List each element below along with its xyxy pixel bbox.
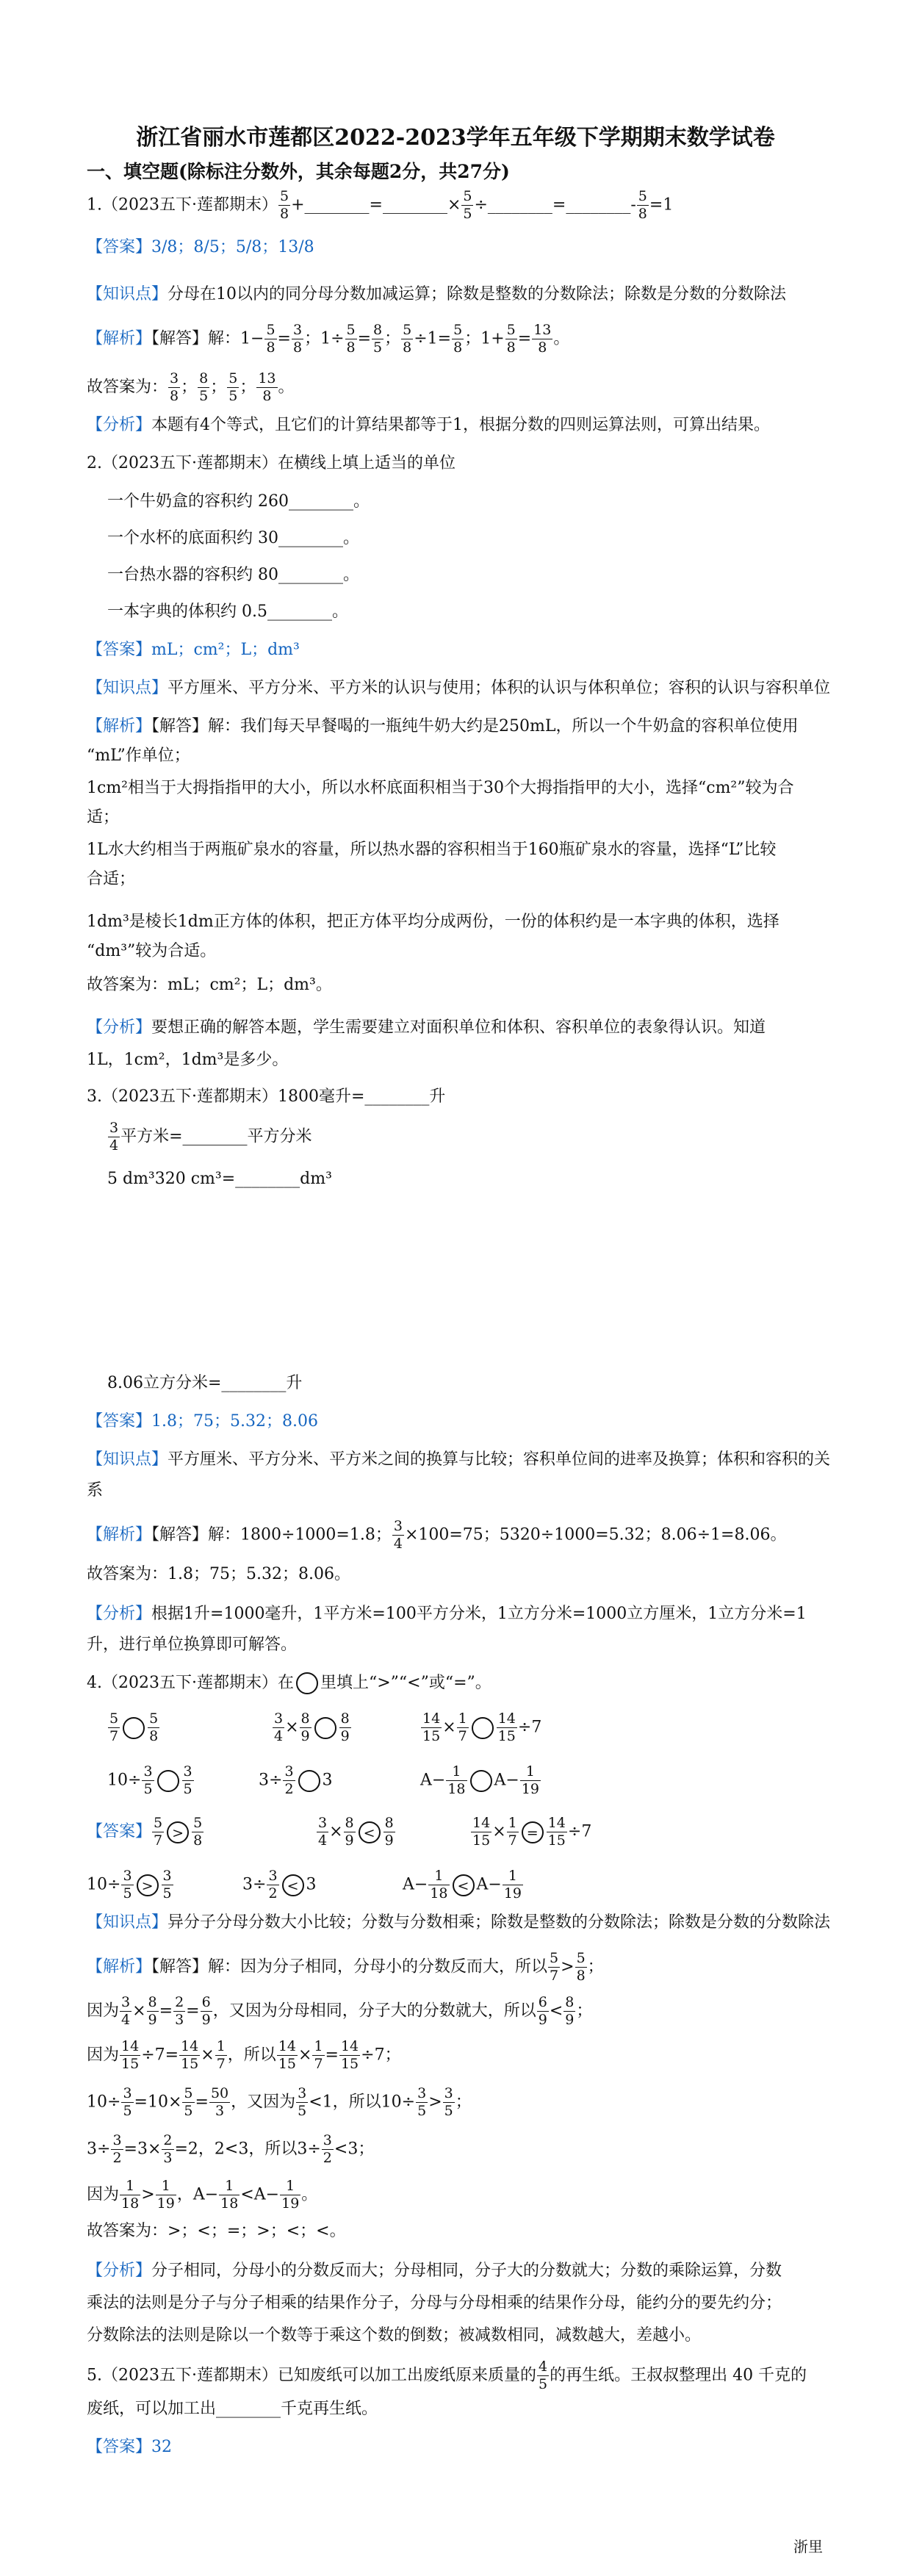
denominator: 8: [266, 339, 276, 356]
q3-knowledge: 【知识点】平方厘米、平方分米、平方米之间的换算与比较；容积单位间的进率及换算；体积和容积的关: [87, 1450, 831, 1469]
fraction: [209, 2087, 230, 2118]
q3-solution: 【解析】【解答】解：1800÷1000=1.8； $\frac{3}{4}$ ×100=75；5320÷1000=5.32；8.06÷1=8.06。: [87, 1518, 787, 1552]
numerator: 3: [143, 1763, 153, 1780]
numerator: 1: [156, 2179, 176, 2195]
fraction: [168, 372, 180, 403]
numerator: 1: [503, 1869, 523, 1885]
denominator: 3: [175, 2012, 184, 2028]
fraction: [471, 1816, 491, 1848]
fraction: [443, 2087, 455, 2118]
denominator: 19: [521, 1781, 540, 1797]
q2-solution-line: 1dm³是棱长1dm正方体的体积，把正方体平均分成两份，一份的体积约是一本字典的体积，选择: [87, 913, 779, 931]
fraction: [339, 2040, 360, 2071]
denominator: 5: [123, 2103, 132, 2119]
fraction: [215, 2040, 227, 2071]
fraction: [111, 2134, 123, 2165]
numerator: 8: [565, 1994, 575, 2010]
fraction: [192, 1816, 204, 1848]
fraction: [277, 2040, 298, 2071]
denominator: 5: [298, 2103, 307, 2119]
q2-solution: 【解析】【解答】解：我们每天早餐喝的一瓶纯牛奶大约是250mL，所以一个牛奶盒的容积单位使用: [87, 717, 799, 735]
fraction: [537, 2360, 549, 2392]
q2-solution-line: “dm³”较为合适。: [87, 942, 217, 960]
fraction: [256, 372, 277, 403]
denominator: 2: [268, 1885, 278, 1902]
denominator: 8: [538, 339, 547, 356]
q2-item: 一个水杯的底面积约 30________。: [107, 529, 359, 547]
fraction: [179, 2040, 200, 2071]
q2-analysis-line: 1L，1cm²，1dm³是多少。: [87, 1051, 289, 1069]
denominator: 15: [278, 2056, 296, 2072]
fraction: [120, 2040, 140, 2071]
denominator: 8: [403, 339, 412, 356]
fraction: [173, 1996, 185, 2027]
numerator: 6: [201, 1994, 211, 2010]
q2-knowledge: 【知识点】平方厘米、平方分米、平方米的认识与使用；体积的认识与体积单位；容积的认识与容积单位: [87, 679, 831, 697]
numerator: 5: [453, 322, 463, 338]
fraction: [278, 190, 290, 221]
numerator: 3: [123, 1868, 132, 1884]
fraction: [322, 2134, 334, 2165]
numerator: 1: [458, 1710, 467, 1727]
fraction: [339, 1712, 351, 1744]
denominator: 8: [292, 339, 303, 356]
q4-solution-line: 因为 $\frac{1}{18}$ > $\frac{1}{19}$ ，A− $\frac{1}{18}$ <A− $\frac{1}{19}$ 。: [87, 2178, 318, 2212]
fraction: [345, 323, 357, 355]
numerator: 3: [292, 322, 303, 338]
fraction: [182, 1765, 194, 1796]
q3-knowledge-line: 系: [87, 1481, 104, 1500]
numerator: 1: [428, 1869, 449, 1885]
denominator: 7: [109, 1728, 119, 1744]
denominator: 4: [274, 1728, 284, 1744]
denominator: 2: [284, 1781, 294, 1797]
denominator: 5: [143, 1781, 153, 1797]
answer-circle: <: [453, 1874, 475, 1896]
q5-stem-line: 废纸，可以加工出________千克再生纸。: [87, 2400, 378, 2418]
denominator: 7: [508, 1832, 517, 1849]
numerator: 5: [576, 1950, 586, 1966]
page-title: 浙江省丽水市莲都区2022-2023学年五年级下学期期末数学试卷: [136, 125, 775, 151]
numerator: 3: [170, 370, 179, 386]
denominator: 9: [201, 2012, 211, 2028]
fraction: [280, 2179, 300, 2211]
q4-knowledge: 【知识点】异分子分母分数大小比较；分数与分数相乘；除数是整数的分数除法；除数是分数的分数除法: [87, 1913, 831, 1932]
denominator: 15: [121, 2056, 140, 2072]
numerator: 3: [417, 2085, 427, 2101]
numerator: 3: [183, 1763, 192, 1780]
numerator: 1: [520, 1765, 541, 1781]
denominator: 5: [373, 339, 383, 356]
denominator: 18: [220, 2195, 239, 2212]
numerator: 1: [219, 2179, 240, 2195]
fraction: [148, 1712, 159, 1744]
fraction: [120, 2179, 140, 2211]
numerator: 3: [112, 2132, 122, 2148]
denominator: 15: [497, 1728, 516, 1744]
denominator: 15: [547, 1832, 566, 1849]
denominator: 8: [453, 339, 463, 356]
numerator: 14: [278, 2038, 296, 2054]
fraction: [384, 1816, 395, 1848]
denominator: 19: [281, 2195, 300, 2212]
answer-circle: >: [137, 1874, 159, 1896]
numerator: 3: [393, 1518, 403, 1534]
fraction: [457, 1712, 469, 1744]
denominator: 4: [318, 1832, 328, 1849]
numerator: 5: [193, 1815, 203, 1831]
denominator: 8: [262, 388, 272, 404]
fraction: [264, 323, 276, 355]
fraction: [162, 2134, 173, 2165]
q2-stem: 2.（2023五下·莲都期末）在横线上填上适当的单位: [87, 454, 455, 472]
numerator: 14: [547, 1815, 566, 1831]
q4-solution: 【解析】【解答】解：因为分子相同，分母小的分数反而大，所以 $\frac{5}{7}$ > $\frac{5}{8}$ ；: [87, 1950, 604, 1984]
fraction: [563, 1996, 575, 2027]
denominator: 18: [121, 2195, 140, 2212]
denominator: 9: [148, 2012, 157, 2028]
fraction: [227, 372, 239, 403]
denominator: 2: [112, 2150, 122, 2166]
fraction: [300, 1712, 312, 1744]
q4-analysis-line: 分数除法的法则是除以一个数等于乘这个数的倒数；被减数相同，减数越大，差越小。: [87, 2326, 702, 2345]
q5-stem: 5.（2023五下·莲都期末）已知废纸可以加工出废纸原来质量的 $\frac{4}{5}$ 的再生纸。王叔叔整理出 40 千克的: [87, 2359, 807, 2392]
fraction: [520, 1765, 541, 1796]
q5-answer: 【答案】32: [87, 2438, 173, 2456]
denominator: 9: [384, 1832, 394, 1849]
q2-solution-line: 故答案为：mL；cm²；L；dm³。: [87, 976, 332, 994]
q3-final: 故答案为：1.8；75；5.32；8.06。: [87, 1565, 350, 1583]
denominator: 15: [422, 1728, 441, 1744]
denominator: 5: [444, 2103, 453, 2119]
q3-analysis: 【分析】根据1升=1000毫升，1平方米=100平方分米，1立方分米=1000立方厘米，1立方分米=1: [87, 1605, 807, 1623]
answer-circle: <: [359, 1821, 381, 1843]
q1-analysis: 【分析】本题有4个等式，且它们的计算结果都等于1，根据分数的四则运算法则，可算出结果。: [87, 416, 771, 434]
numerator: 13: [258, 370, 276, 386]
compare-circle-icon: [298, 1770, 320, 1792]
denominator: 7: [458, 1728, 467, 1744]
fraction: [461, 190, 473, 221]
denominator: 5: [184, 2103, 193, 2119]
denominator: 5: [463, 206, 472, 222]
fraction: [121, 2087, 133, 2118]
denominator: 5: [417, 2103, 427, 2119]
q4-problem: A− $\frac{1}{18}$ A− $\frac{1}{19}$: [420, 1763, 540, 1797]
fraction: [547, 1816, 567, 1848]
fraction: [507, 1816, 519, 1848]
denominator: 9: [300, 1728, 310, 1744]
q2-item: 一个牛奶盒的容积约 260________。: [107, 492, 370, 511]
q4-answer: $\frac{3}{4}$ × $\frac{8}{9}$ < $\frac{8}{9}$: [318, 1815, 394, 1849]
numerator: 5: [109, 1710, 119, 1727]
denominator: 19: [503, 1885, 522, 1902]
q4-analysis-line: 乘法的法则是分子与分子相乘的结果作分子，分母与分母相乘的结果作分母，能约分的要先约分；: [87, 2294, 782, 2312]
fraction: [548, 1951, 560, 1983]
denominator: 7: [216, 2056, 226, 2072]
numerator: 2: [175, 1994, 184, 2010]
compare-circle-icon: [470, 1770, 492, 1792]
q4-problem: 3÷ $\frac{3}{2}$ 3: [259, 1763, 333, 1797]
denominator: 4: [393, 1536, 403, 1552]
q4-final: 故答案为：>；<；=；>；<；<。: [87, 2222, 346, 2240]
denominator: 5: [538, 2376, 548, 2392]
numerator: 13: [533, 322, 552, 338]
denominator: 18: [430, 1885, 448, 1902]
denominator: 7: [550, 1968, 559, 1984]
q2-solution-line: 合适；: [87, 870, 136, 888]
numerator: 3: [268, 1868, 278, 1884]
q2-item: 一本字典的体积约 0.5________。: [107, 602, 348, 621]
q4-answer: 3÷ $\frac{3}{2}$ < 3: [242, 1868, 317, 1902]
numerator: 3: [284, 1763, 294, 1780]
fraction: [401, 323, 413, 355]
numerator: 50: [210, 2085, 229, 2101]
denominator: 8: [576, 1968, 586, 1984]
numerator: 1: [446, 1765, 467, 1781]
fraction: [162, 1869, 173, 1901]
q4-solution-line: 因为 $\frac{14}{15}$ ÷7= $\frac{14}{15}$ × $\frac{1}{7}$ ，所以 $\frac{14}{15}$ × $\frac{1}{7}$ = $\frac{14}{15}$ ÷7；: [87, 2038, 401, 2072]
q1-stem: 1.（2023五下·莲都期末） $\frac{5}{8}$ +________=________× $\frac{5}{5}$ ÷________=________- $\frac{5}{8}$ =1: [87, 188, 674, 222]
numerator: 14: [121, 2038, 140, 2054]
q3-item: 5 dm³320 cm³=________dm³: [107, 1170, 332, 1188]
denominator: 5: [183, 1781, 192, 1797]
denominator: 2: [323, 2150, 332, 2166]
fraction: [505, 323, 517, 355]
numerator: 3: [444, 2085, 453, 2101]
fraction: [283, 1765, 295, 1796]
answer-circle: <: [282, 1874, 304, 1896]
numerator: 5: [149, 1710, 159, 1727]
q4-problem: $\frac{14}{15}$ × $\frac{1}{7}$ $\frac{14}{15}$ ÷7: [422, 1710, 542, 1744]
q4-answer: 【答案】 $\frac{5}{7}$ > $\frac{5}{8}$: [87, 1815, 203, 1849]
denominator: 8: [638, 206, 647, 222]
denominator: 19: [156, 2195, 175, 2212]
q4-problem: [107, 1712, 160, 1744]
q4-problem: 10÷ $\frac{3}{5}$ $\frac{3}{5}$: [107, 1763, 192, 1797]
numerator: 5: [550, 1950, 559, 1966]
compare-circle-icon: [314, 1717, 336, 1739]
numerator: 5: [228, 370, 238, 386]
numerator: 8: [340, 1710, 350, 1727]
numerator: 5: [154, 1815, 163, 1831]
denominator: 8: [506, 339, 516, 356]
numerator: 1: [314, 2038, 323, 2054]
q4-stem: 4.（2023五下·莲都期末）在 里填上“>”“<”或“=”。: [87, 1672, 491, 1694]
q2-analysis: 【分析】要想正确的解答本题，学生需要建立对面积单位和体积、容积单位的表象得认识。知道: [87, 1018, 766, 1037]
section-heading: 一、填空题(除标注分数外，其余每题2分，共27分): [87, 161, 510, 182]
q4-answer: A− $\frac{1}{18}$ < A− $\frac{1}{19}$: [403, 1868, 522, 1902]
denominator: 18: [447, 1781, 466, 1797]
fraction: [152, 1816, 164, 1848]
fraction: [537, 1996, 549, 2027]
numerator: 14: [181, 2038, 199, 2054]
q4-solution-line: 因为 $\frac{3}{4}$ × $\frac{8}{9}$ = $\frac{2}{3}$ = $\frac{6}{9}$ ，又因为分母相同，分子大的分数就大，所以 $\frac{6}{9}$ < $\frac{8}{9}$ ；: [87, 1994, 593, 2028]
q1-answer: 【答案】3/8；8/5；5/8；13/8: [87, 238, 314, 256]
fraction: [312, 2040, 324, 2071]
q3-stem: 3.（2023五下·莲都期末）1800毫升=________升: [87, 1087, 446, 1106]
numerator: 3: [162, 1868, 172, 1884]
numerator: 5: [638, 188, 647, 204]
denominator: 3: [163, 2150, 173, 2166]
denominator: 5: [123, 1885, 132, 1902]
denominator: 9: [538, 2012, 547, 2028]
fraction: [156, 2179, 176, 2211]
q2-item: 一台热水器的容积约 80________。: [107, 566, 359, 584]
numerator: 1: [120, 2179, 140, 2195]
compare-circle-icon: [157, 1770, 179, 1792]
denominator: 15: [340, 2056, 359, 2072]
fraction: [428, 1869, 449, 1901]
answer-circle: >: [167, 1821, 189, 1843]
fraction: [421, 1712, 442, 1744]
fraction: [182, 2087, 194, 2118]
fraction: [317, 1816, 328, 1848]
numerator: 1: [508, 1815, 517, 1831]
answer-text: 3/8；8/5；5/8；13/8: [151, 238, 314, 256]
numerator: 1: [216, 2038, 226, 2054]
numerator: 5: [403, 322, 412, 338]
fraction: [296, 2087, 308, 2118]
q2-solution-line: 适；: [87, 808, 120, 827]
fraction: [267, 1869, 278, 1901]
fraction: [497, 1712, 517, 1744]
numerator: 8: [373, 322, 383, 338]
fraction: [344, 1816, 356, 1848]
fraction: [292, 323, 303, 355]
q3-item: $\frac{3}{4}$ 平方米=________平方分米: [109, 1120, 312, 1154]
denominator: 8: [170, 388, 179, 404]
numerator: 3: [109, 1120, 119, 1136]
numerator: 3: [323, 2132, 332, 2148]
compare-circle-icon: [472, 1717, 494, 1739]
numerator: 3: [274, 1710, 284, 1727]
numerator: 8: [384, 1815, 394, 1831]
denominator: 8: [279, 206, 289, 222]
fraction: [452, 323, 464, 355]
denominator: 9: [345, 1832, 354, 1849]
compare-circle-icon: [296, 1672, 318, 1694]
answer-circle: =: [522, 1821, 544, 1843]
denominator: 4: [121, 2012, 131, 2028]
q1-knowledge: 【知识点】分母在10以内的同分母分数加减运算；除数是整数的分数除法；除数是分数的分数除法: [87, 285, 787, 303]
q4-answer: $\frac{14}{15}$ × $\frac{1}{7}$ = $\frac{14}{15}$ ÷7: [472, 1815, 592, 1849]
fraction: [637, 190, 649, 221]
denominator: 8: [346, 339, 356, 356]
fraction: [201, 1996, 212, 2027]
numerator: 14: [472, 1815, 491, 1831]
numerator: 5: [266, 322, 276, 338]
numerator: 8: [300, 1710, 310, 1727]
denominator: 7: [154, 1832, 163, 1849]
fraction: [219, 2179, 240, 2211]
numerator: 5: [279, 188, 289, 204]
q4-analysis: 【分析】分子相同，分母小的分数反而大；分母相同，分子大的分数就大；分数的乘除运算，分数: [87, 2262, 782, 2280]
q1-final: 故答案为： $\frac{3}{8}$ ； $\frac{8}{5}$ ； $\frac{5}{5}$ ； $\frac{13}{8}$ 。: [87, 370, 295, 404]
numerator: 2: [163, 2132, 173, 2148]
fraction: [392, 1519, 404, 1551]
numerator: 6: [538, 1994, 547, 2010]
denominator: 8: [193, 1832, 203, 1849]
numerator: 5: [463, 188, 472, 204]
numerator: 5: [506, 322, 516, 338]
q4-solution-line: 3÷ $\frac{3}{2}$ =3× $\frac{2}{3}$ =2，2<3，所以3÷ $\frac{3}{2}$ <3；: [87, 2132, 375, 2166]
q4-solution-line: 10÷ $\frac{3}{5}$ =10× $\frac{5}{5}$ = $\frac{50}{3}$ ，又因为 $\frac{3}{5}$ <1，所以10÷ $\frac{3}{5}$ > $\frac{3}{5}$ ；: [87, 2085, 472, 2119]
denominator: 5: [228, 388, 238, 404]
fraction: [147, 1996, 159, 2027]
fraction: [532, 323, 552, 355]
fraction: [416, 2087, 428, 2118]
fraction: [121, 1869, 133, 1901]
q2-answer: 【答案】mL；cm²；L；dm³: [87, 641, 300, 659]
denominator: 15: [181, 2056, 199, 2072]
fraction: [273, 1712, 284, 1744]
fraction: [120, 1996, 132, 2027]
fraction: [446, 1765, 467, 1796]
q3-analysis-line: 升，进行单位换算即可解答。: [87, 1636, 298, 1654]
q3-item: 8.06立方分米=________升: [107, 1374, 303, 1392]
numerator: 3: [121, 1994, 131, 2010]
compare-circle-icon: [123, 1717, 145, 1739]
numerator: 3: [298, 2085, 307, 2101]
numerator: 14: [497, 1710, 516, 1727]
fraction: [575, 1951, 587, 1983]
denominator: 8: [149, 1728, 159, 1744]
numerator: 4: [538, 2359, 548, 2375]
numerator: 1: [280, 2179, 300, 2195]
denominator: 4: [109, 1137, 119, 1154]
numerator: 14: [340, 2038, 359, 2054]
denominator: 9: [340, 1728, 350, 1744]
denominator: 9: [565, 2012, 575, 2028]
numerator: 5: [346, 322, 356, 338]
fraction: [372, 323, 384, 355]
q2-solution-line: “mL”作单位；: [87, 746, 190, 765]
q2-solution-line: 1L水大约相当于两瓶矿泉水的容量，所以热水器的容积相当于160瓶矿泉水的容量，选择“L”比较: [87, 841, 777, 859]
numerator: 8: [199, 370, 209, 386]
q1-solution: 【解析】【解答】解：1− $\frac{5}{8}$ = $\frac{3}{8}$ ；1÷ $\frac{5}{8}$ = $\frac{8}{5}$ ； $\frac{5}{8}$ ÷1= $\frac{5}{8}$ ；1+ $\frac{5}{8}$ = $\frac{13}{8}$ 。: [87, 322, 570, 356]
q3-answer: 【答案】1.8；75；5.32；8.06: [87, 1412, 318, 1431]
denominator: 15: [472, 1832, 491, 1849]
q4-problem: $\frac{3}{4}$ × $\frac{8}{9}$ $\frac{8}{9}$: [274, 1710, 350, 1744]
fraction: [108, 1712, 120, 1744]
numerator: 5: [184, 2085, 193, 2101]
denominator: 5: [199, 388, 209, 404]
q4-answer: 10÷ $\frac{3}{5}$ > $\frac{3}{5}$: [87, 1868, 172, 1902]
q2-solution-line: 1cm²相当于大拇指指甲的大小，所以水杯底面积相当于30个大拇指指甲的大小，选择“cm²”较为合: [87, 779, 794, 797]
denominator: 3: [215, 2103, 225, 2119]
numerator: 3: [318, 1815, 328, 1831]
denominator: 5: [162, 1885, 172, 1902]
page-footer: 浙里: [793, 2538, 823, 2555]
fraction: [198, 372, 209, 403]
denominator: 7: [314, 2056, 323, 2072]
fraction: [142, 1765, 154, 1796]
numerator: 8: [345, 1815, 354, 1831]
fraction: [108, 1121, 120, 1153]
numerator: 3: [123, 2085, 132, 2101]
fraction: [503, 1869, 523, 1901]
numerator: 8: [148, 1994, 157, 2010]
numerator: 14: [422, 1710, 441, 1727]
